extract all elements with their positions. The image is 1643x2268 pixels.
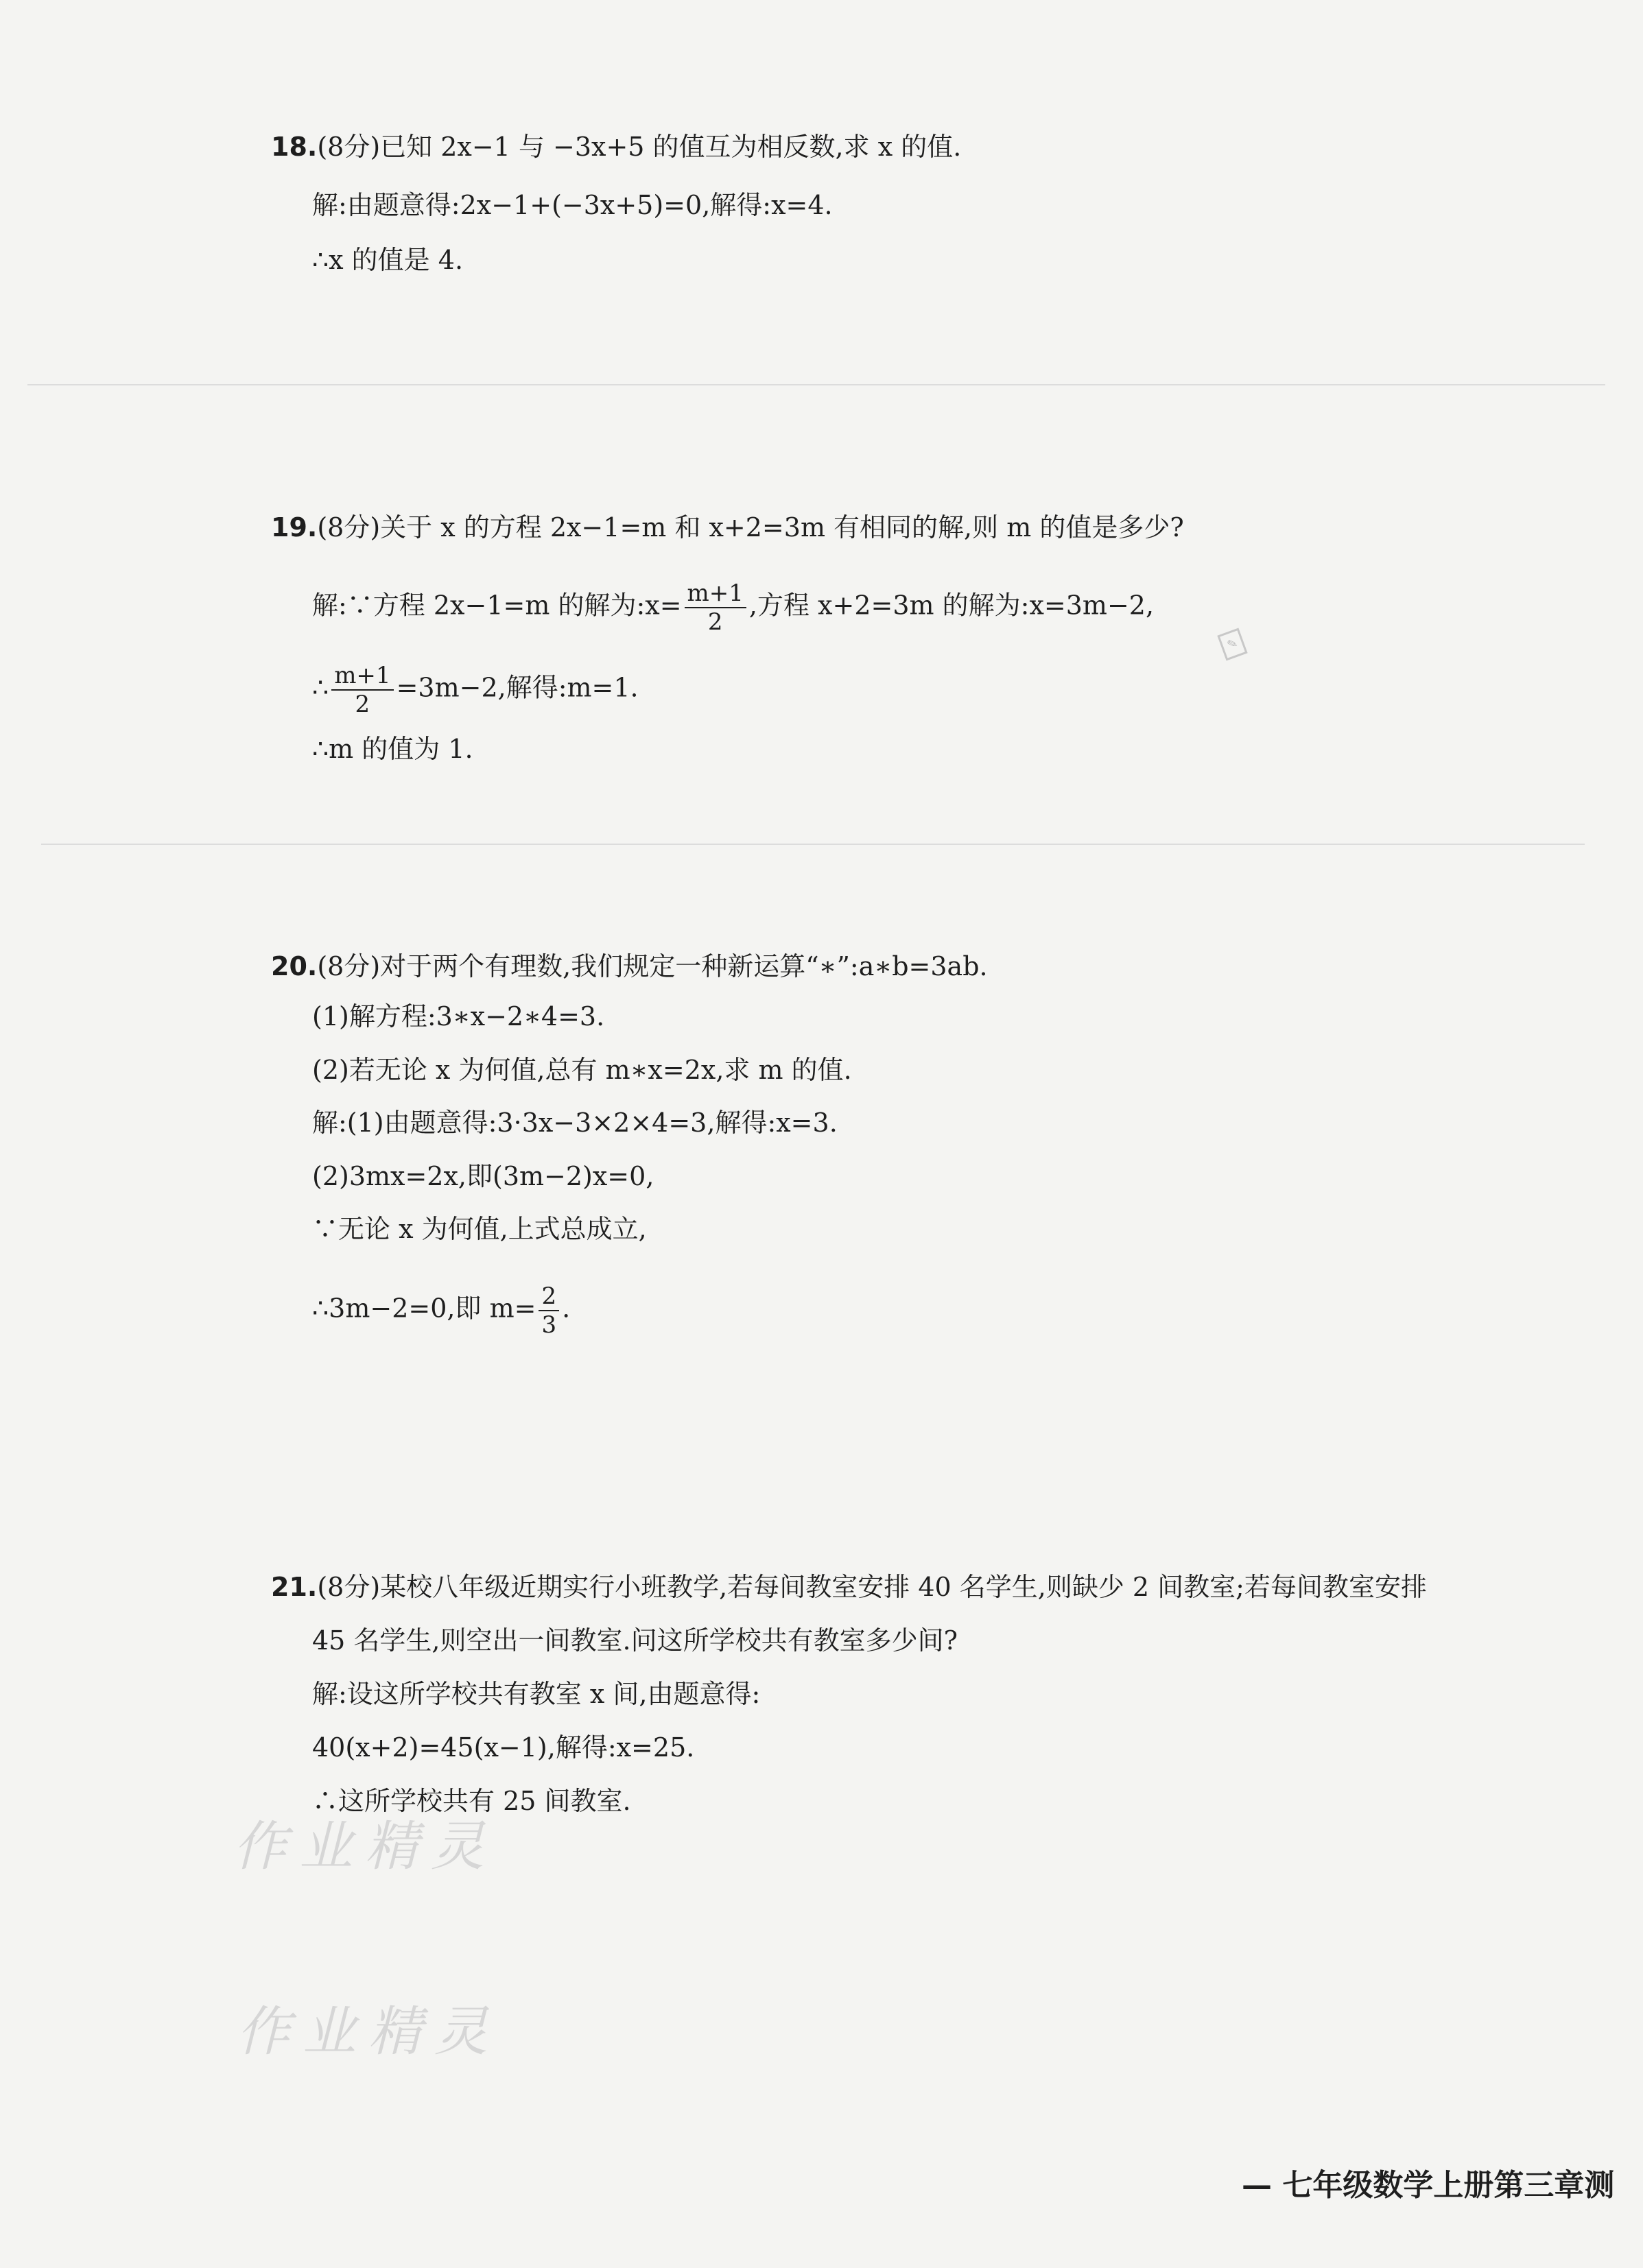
bleed-line	[41, 844, 1585, 845]
question-text: (8分)某校八年级近期实行小班教学,若每间教室安排 40 名学生,则缺少 2 间教室;若每间教室安排	[317, 1572, 1427, 1602]
q18-solution-line: ∴x 的值是 4.	[312, 245, 464, 275]
q20-part: (2)若无论 x 为何值,总有 m∗x=2x,求 m 的值.	[312, 1055, 852, 1085]
question-number: 19.	[271, 512, 318, 542]
fraction-denominator: 3	[541, 1311, 557, 1339]
q20-solution-line: 解:(1)由题意得:3·3x−3×2×4=3,解得:x=3.	[312, 1108, 838, 1138]
fraction-numerator: m+1	[685, 580, 746, 608]
bleed-line	[27, 384, 1605, 385]
fraction-denominator: 2	[707, 608, 723, 636]
q20-solution-line: ∵无论 x 为何值,上式总成立,	[312, 1214, 647, 1244]
fraction-denominator: 2	[355, 691, 370, 718]
q18-stem	[271, 130, 961, 163]
solution-text: 解:∵方程 2x−1=m 的解为:x=	[312, 590, 682, 621]
q20-part: (1)解方程:3∗x−2∗4=3.	[312, 1001, 605, 1031]
q18-solution-line: 解:由题意得:2x−1+(−3x+5)=0,解得:x=4.	[312, 190, 833, 220]
q21-stem-continued: 45 名学生,则空出一间教室.问这所学校共有教室多少间?	[312, 1625, 958, 1656]
fraction	[685, 580, 746, 636]
q19-stem	[271, 511, 1184, 544]
q19-solution-line: ∴m 的值为 1.	[312, 734, 473, 764]
page-footer: — 七年级数学上册第三章测	[1242, 2168, 1615, 2203]
question-number: 20.	[271, 951, 318, 981]
question-text: (8分)已知 2x−1 与 −3x+5 的值互为相反数,求 x 的值.	[317, 132, 962, 162]
q21-stem	[271, 1571, 1427, 1603]
q20-stem	[271, 950, 988, 983]
fraction	[331, 662, 393, 718]
q21-solution-line: ∴这所学校共有 25 间教室.	[312, 1786, 631, 1816]
q19-solution-line	[312, 580, 1154, 636]
fraction	[539, 1282, 559, 1339]
watermark: 作业精灵	[237, 2001, 501, 2063]
fraction-numerator: 2	[539, 1282, 559, 1311]
question-number: 18.	[271, 132, 318, 162]
watermark: 作业精灵	[233, 1816, 497, 1878]
solution-text: =3m−2,解得:m=1.	[396, 672, 639, 703]
stamp-logo: ✎	[1217, 628, 1247, 661]
q20-solution-line: (2)3mx=2x,即(3m−2)x=0,	[312, 1161, 654, 1191]
question-text: (8分)对于两个有理数,我们规定一种新运算“∗”:a∗b=3ab.	[317, 951, 988, 981]
fraction-numerator: m+1	[331, 662, 393, 691]
solution-text: ∴3m−2=0,即 m=	[312, 1293, 536, 1324]
question-number: 21.	[271, 1572, 318, 1602]
solution-text: .	[562, 1293, 571, 1324]
q21-solution-line: 40(x+2)=45(x−1),解得:x=25.	[312, 1732, 695, 1763]
question-text: (8分)关于 x 的方程 2x−1=m 和 x+2=3m 有相同的解,则 m 的值是多少?	[317, 512, 1184, 542]
q21-solution-line: 解:设这所学校共有教室 x 间,由题意得:	[312, 1679, 761, 1709]
solution-text: ,方程 x+2=3m 的解为:x=3m−2,	[748, 590, 1155, 621]
q20-solution-line	[312, 1282, 570, 1339]
solution-text: ∴	[312, 672, 329, 703]
q19-solution-line	[312, 662, 639, 718]
